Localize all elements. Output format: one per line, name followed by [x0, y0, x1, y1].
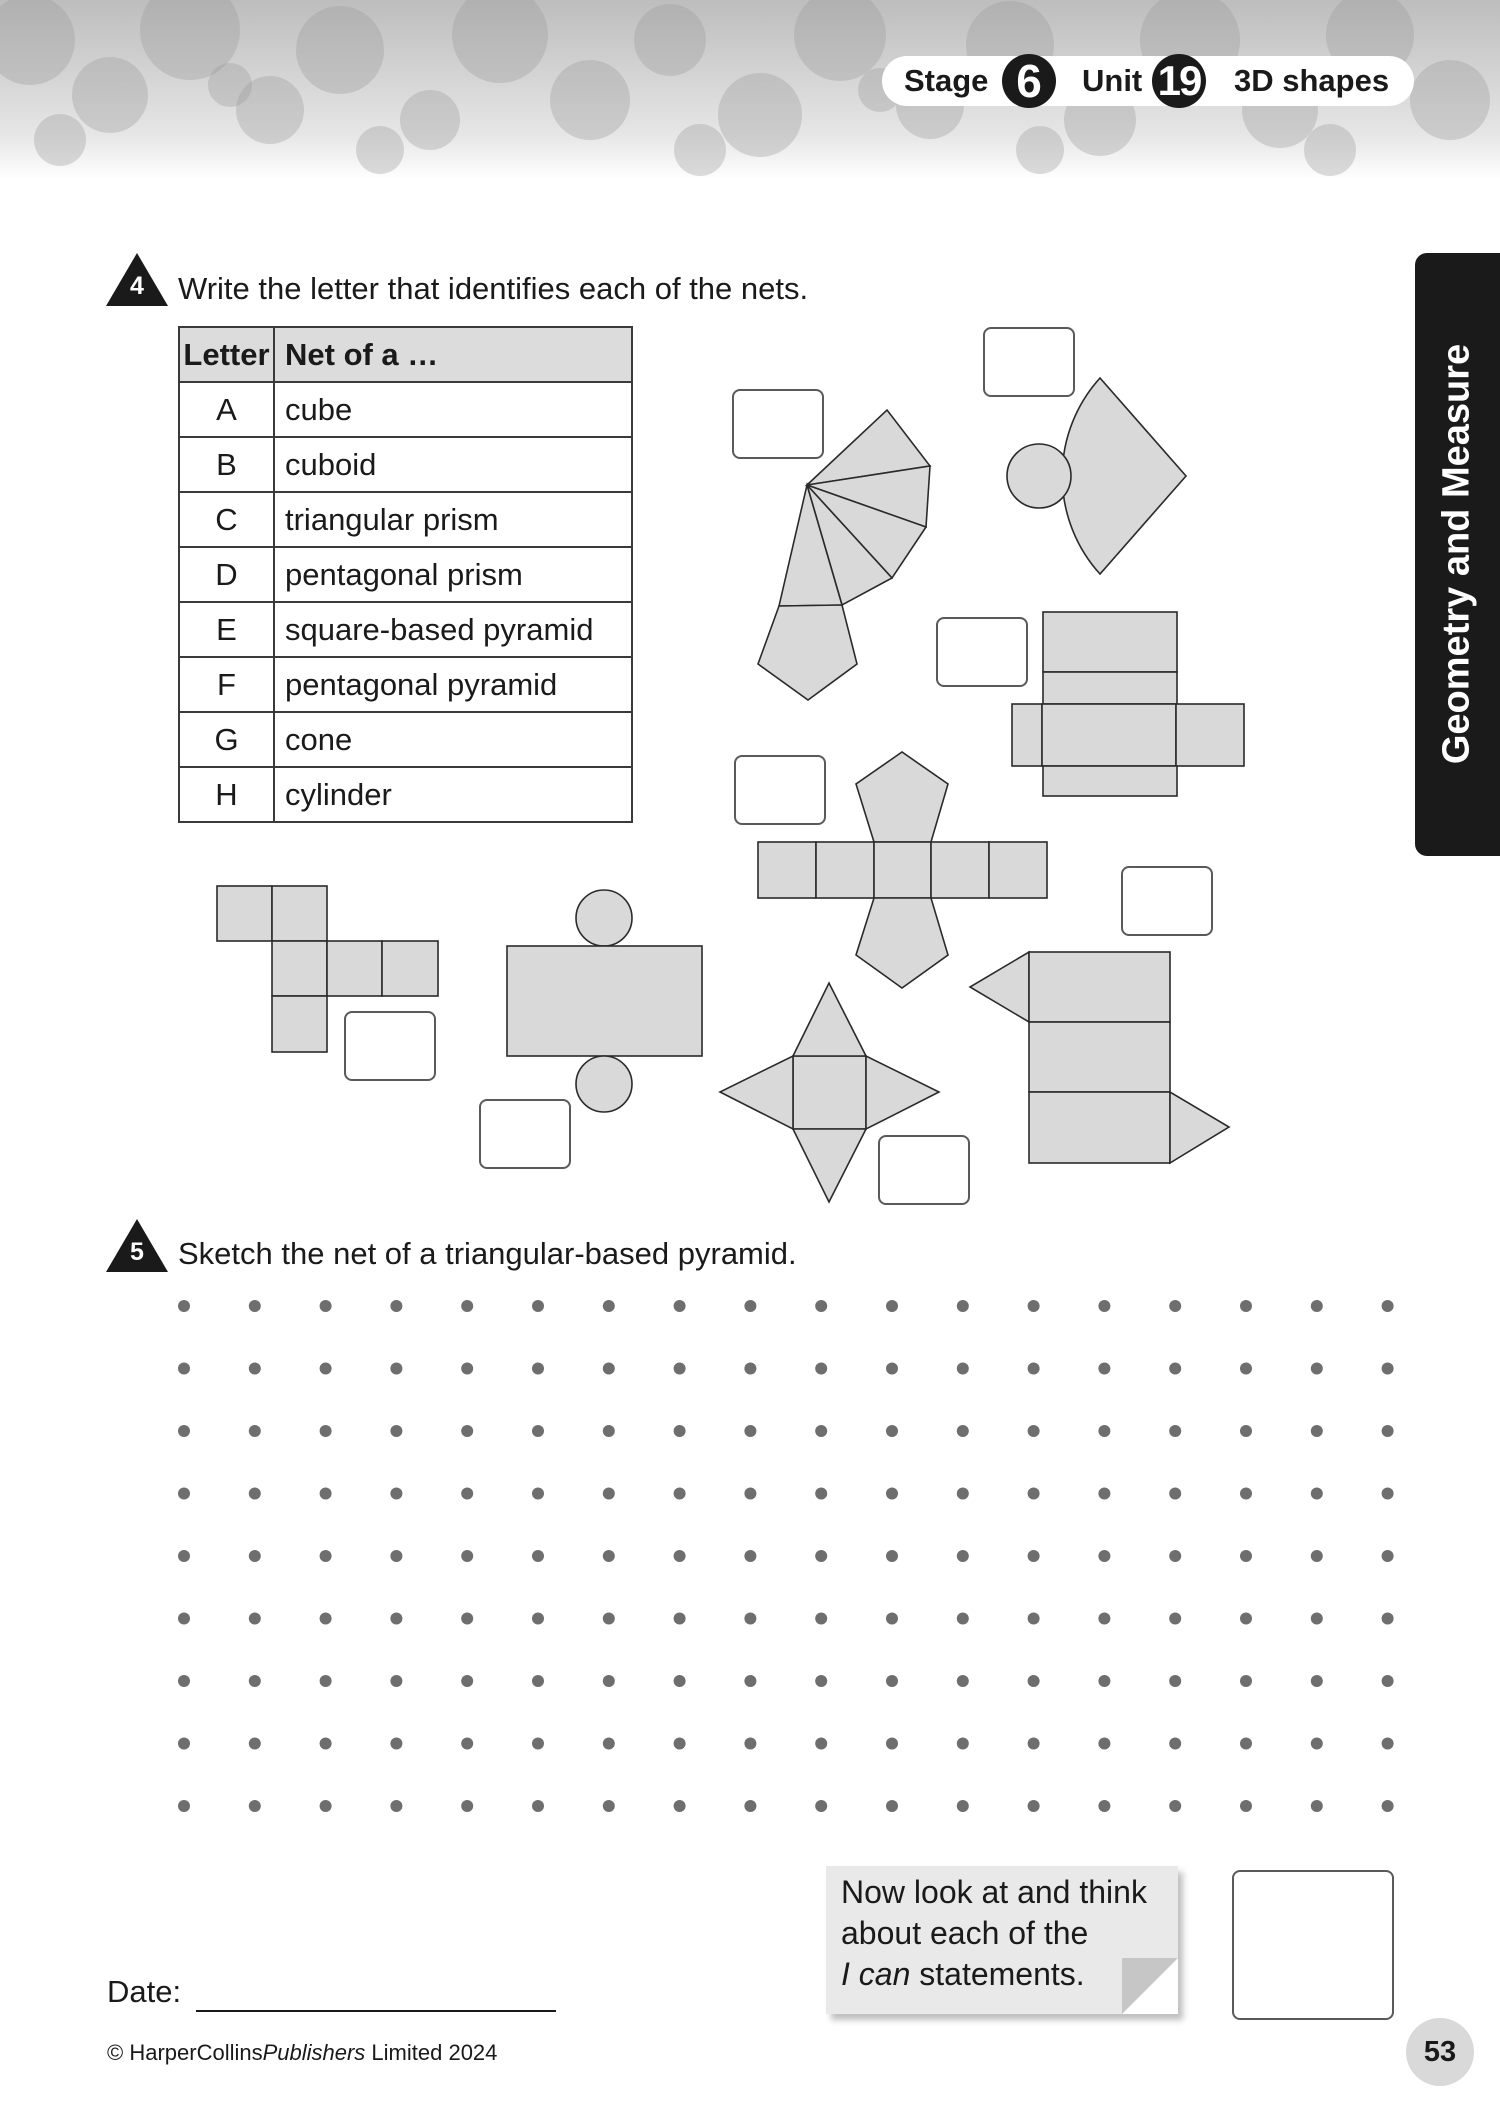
copyright-suffix: Limited 2024: [365, 2040, 498, 2065]
answer-box-triangular-prism[interactable]: [1121, 866, 1213, 936]
grid-dot: [249, 1675, 261, 1687]
grid-dot: [886, 1363, 898, 1375]
grid-dot: [1311, 1613, 1323, 1625]
row-letter: F: [179, 657, 274, 712]
grid-dot: [1028, 1363, 1040, 1375]
grid-dot: [532, 1488, 544, 1500]
grid-dot: [1382, 1300, 1394, 1312]
grid-dot: [1169, 1363, 1181, 1375]
grid-dot: [461, 1425, 473, 1437]
grid-dot: [603, 1613, 615, 1625]
cuboid-net: [1012, 612, 1244, 796]
grid-dot: [1311, 1738, 1323, 1750]
grid-dot: [886, 1800, 898, 1812]
table-header-net: Net of a …: [274, 327, 632, 382]
grid-dot: [1382, 1425, 1394, 1437]
grid-dot: [957, 1363, 969, 1375]
grid-dot: [1240, 1800, 1252, 1812]
grid-dot: [957, 1550, 969, 1562]
grid-dot: [1311, 1550, 1323, 1562]
grid-dot: [957, 1425, 969, 1437]
row-net: cube: [274, 382, 632, 437]
grid-dot: [1169, 1300, 1181, 1312]
row-letter: B: [179, 437, 274, 492]
grid-dot: [532, 1613, 544, 1625]
grid-dot: [674, 1800, 686, 1812]
row-net: cone: [274, 712, 632, 767]
grid-dot: [744, 1488, 756, 1500]
grid-dot: [957, 1613, 969, 1625]
grid-dot: [1169, 1613, 1181, 1625]
row-letter: E: [179, 602, 274, 657]
grid-dot: [1169, 1425, 1181, 1437]
grid-dot: [603, 1800, 615, 1812]
grid-dot: [1098, 1800, 1110, 1812]
note-i-can: I can: [841, 1956, 911, 1992]
grid-dot: [886, 1425, 898, 1437]
grid-dot: [249, 1800, 261, 1812]
grid-dot: [815, 1613, 827, 1625]
grid-dot: [744, 1300, 756, 1312]
side-tab-label: Geometry and Measure: [1435, 343, 1478, 765]
grid-dot: [390, 1675, 402, 1687]
grid-dot: [390, 1363, 402, 1375]
grid-dot: [461, 1363, 473, 1375]
grid-dot: [1311, 1675, 1323, 1687]
grid-dot: [320, 1738, 332, 1750]
grid-dot: [390, 1300, 402, 1312]
grid-dot: [1169, 1675, 1181, 1687]
grid-dot: [1098, 1675, 1110, 1687]
grid-dot: [320, 1300, 332, 1312]
grid-dot: [390, 1613, 402, 1625]
grid-dot: [674, 1488, 686, 1500]
grid-dot: [815, 1675, 827, 1687]
answer-box-pentagonal-pyramid[interactable]: [732, 389, 824, 459]
grid-dot: [1311, 1800, 1323, 1812]
grid-dot: [249, 1300, 261, 1312]
grid-dot: [320, 1675, 332, 1687]
copyright-prefix: © HarperCollins: [107, 2040, 263, 2065]
grid-dot: [1311, 1488, 1323, 1500]
grid-dot: [249, 1363, 261, 1375]
self-assessment-box[interactable]: [1232, 1870, 1394, 2020]
grid-dot: [1240, 1613, 1252, 1625]
grid-dot: [461, 1488, 473, 1500]
cylinder-net: [507, 890, 702, 1112]
grid-dot: [674, 1550, 686, 1562]
grid-dot: [1240, 1363, 1252, 1375]
date-label: Date:: [107, 1974, 182, 2009]
grid-dot: [178, 1488, 190, 1500]
question-4-number: 4: [130, 272, 144, 300]
grid-dot: [957, 1300, 969, 1312]
grid-dot: [249, 1550, 261, 1562]
grid-dot: [1028, 1675, 1040, 1687]
question-5-number: 5: [130, 1238, 144, 1266]
answer-box-cube[interactable]: [344, 1011, 436, 1081]
note-line-3: [841, 1954, 1147, 1995]
grid-dot: [603, 1675, 615, 1687]
grid-dot: [674, 1300, 686, 1312]
grid-dot: [674, 1613, 686, 1625]
answer-box-cuboid[interactable]: [936, 617, 1028, 687]
grid-dot: [178, 1800, 190, 1812]
grid-dot: [603, 1425, 615, 1437]
stage-label: Stage: [904, 63, 989, 98]
grid-dot: [178, 1550, 190, 1562]
grid-dot: [957, 1675, 969, 1687]
grid-dot: [744, 1800, 756, 1812]
grid-dot: [461, 1738, 473, 1750]
grid-dot: [1382, 1488, 1394, 1500]
grid-dot: [674, 1425, 686, 1437]
copyright-italic: Publishers: [262, 2040, 366, 2065]
grid-dot: [744, 1738, 756, 1750]
grid-dot: [1311, 1425, 1323, 1437]
grid-dot: [674, 1675, 686, 1687]
grid-dot: [815, 1363, 827, 1375]
grid-dot: [957, 1738, 969, 1750]
grid-dot: [815, 1550, 827, 1562]
row-letter: A: [179, 382, 274, 437]
grid-dot: [603, 1550, 615, 1562]
grid-dot: [1028, 1800, 1040, 1812]
unit-header-pill: [882, 56, 1414, 106]
grid-dot: [178, 1738, 190, 1750]
unit-number-badge: 19: [1152, 54, 1206, 108]
grid-dot: [886, 1613, 898, 1625]
grid-dot: [390, 1550, 402, 1562]
row-net: triangular prism: [274, 492, 632, 547]
grid-dot: [249, 1488, 261, 1500]
grid-dot: [178, 1613, 190, 1625]
stage-number-badge: 6: [1002, 54, 1056, 108]
copyright: [107, 2040, 497, 2066]
grid-dot: [957, 1488, 969, 1500]
grid-dot: [1098, 1550, 1110, 1562]
grid-dot: [249, 1613, 261, 1625]
grid-dot: [815, 1738, 827, 1750]
grid-dot: [249, 1425, 261, 1437]
grid-dot: [1169, 1550, 1181, 1562]
grid-dot: [320, 1613, 332, 1625]
grid-dot: [532, 1300, 544, 1312]
grid-dot: [1311, 1300, 1323, 1312]
grid-dot: [1028, 1425, 1040, 1437]
grid-dot: [744, 1363, 756, 1375]
page-number: 53: [1406, 2018, 1474, 2086]
grid-dot: [1169, 1800, 1181, 1812]
grid-dot: [1240, 1675, 1252, 1687]
answer-box-cone[interactable]: [983, 327, 1075, 397]
table-header-letter: Letter: [179, 327, 274, 382]
grid-dot: [815, 1425, 827, 1437]
grid-dot: [815, 1800, 827, 1812]
grid-dot: [1028, 1300, 1040, 1312]
side-tab: [1415, 253, 1500, 856]
grid-dot: [461, 1613, 473, 1625]
grid-dot: [1240, 1550, 1252, 1562]
grid-dot: [461, 1675, 473, 1687]
grid-dot: [744, 1425, 756, 1437]
row-letter: D: [179, 547, 274, 602]
dot-grid-sketch-area[interactable]: [160, 1290, 1410, 1830]
grid-dot: [744, 1613, 756, 1625]
grid-dot: [1098, 1613, 1110, 1625]
grid-dot: [532, 1550, 544, 1562]
unit-label: Unit: [1082, 63, 1143, 98]
grid-dot: [1240, 1738, 1252, 1750]
reflection-note: [826, 1866, 1178, 2014]
grid-dot: [390, 1738, 402, 1750]
grid-dot: [1028, 1488, 1040, 1500]
grid-dot: [461, 1300, 473, 1312]
grid-dot: [1382, 1613, 1394, 1625]
grid-dot: [674, 1738, 686, 1750]
grid-dot: [1169, 1738, 1181, 1750]
grid-dot: [1098, 1300, 1110, 1312]
answer-box-pentagonal-prism[interactable]: [734, 755, 826, 825]
grid-dot: [1240, 1300, 1252, 1312]
row-net: cuboid: [274, 437, 632, 492]
grid-dot: [886, 1675, 898, 1687]
grid-dot: [1028, 1550, 1040, 1562]
row-letter: G: [179, 712, 274, 767]
grid-dot: [249, 1738, 261, 1750]
grid-dot: [178, 1425, 190, 1437]
note-statements: statements.: [910, 1956, 1085, 1992]
answer-box-square-based-pyramid[interactable]: [878, 1135, 970, 1205]
grid-dot: [886, 1550, 898, 1562]
grid-dot: [1098, 1738, 1110, 1750]
grid-dot: [1382, 1550, 1394, 1562]
grid-dot: [390, 1800, 402, 1812]
grid-dot: [744, 1550, 756, 1562]
grid-dot: [1098, 1488, 1110, 1500]
grid-dot: [461, 1800, 473, 1812]
grid-dot: [886, 1300, 898, 1312]
answer-box-cylinder[interactable]: [479, 1099, 571, 1169]
grid-dot: [390, 1425, 402, 1437]
grid-dot: [320, 1488, 332, 1500]
grid-dot: [1028, 1738, 1040, 1750]
row-net: square-based pyramid: [274, 602, 632, 657]
nets-diagram: [0, 300, 1300, 1220]
date-input-line[interactable]: [196, 2010, 556, 2012]
question-5-instruction: Sketch the net of a triangular-based pyramid.: [178, 1236, 797, 1271]
row-net: pentagonal prism: [274, 547, 632, 602]
grid-dot: [886, 1488, 898, 1500]
grid-dot: [1382, 1675, 1394, 1687]
grid-dot: [815, 1300, 827, 1312]
question-4-instruction: Write the letter that identifies each of the nets.: [178, 271, 809, 306]
grid-dot: [1382, 1738, 1394, 1750]
grid-dot: [1311, 1363, 1323, 1375]
grid-dot: [320, 1800, 332, 1812]
grid-dot: [744, 1675, 756, 1687]
grid-dot: [886, 1738, 898, 1750]
grid-dot: [461, 1550, 473, 1562]
grid-dot: [1028, 1613, 1040, 1625]
note-line-2: about each of the: [841, 1915, 1089, 1951]
grid-dot: [320, 1425, 332, 1437]
grid-dot: [674, 1363, 686, 1375]
note-line-1: Now look at and think: [841, 1874, 1147, 1910]
grid-dot: [532, 1800, 544, 1812]
row-net: pentagonal pyramid: [274, 657, 632, 712]
page-curl: [1122, 1958, 1178, 2014]
grid-dot: [1169, 1488, 1181, 1500]
grid-dot: [1382, 1800, 1394, 1812]
reflection-note-text: [841, 1872, 1147, 1995]
grid-dot: [532, 1738, 544, 1750]
grid-dot: [603, 1488, 615, 1500]
row-letter: C: [179, 492, 274, 547]
row-net: cylinder: [274, 767, 632, 822]
grid-dot: [603, 1738, 615, 1750]
grid-dot: [178, 1363, 190, 1375]
cone-net: [1007, 378, 1186, 574]
grid-dot: [532, 1425, 544, 1437]
triangular-prism-net: [970, 952, 1229, 1163]
grid-dot: [320, 1550, 332, 1562]
grid-dot: [1240, 1425, 1252, 1437]
grid-dot: [1382, 1363, 1394, 1375]
grid-dot: [603, 1363, 615, 1375]
grid-dot: [532, 1675, 544, 1687]
grid-dot: [1098, 1363, 1110, 1375]
grid-dot: [603, 1300, 615, 1312]
grid-dot: [390, 1488, 402, 1500]
grid-dot: [1240, 1488, 1252, 1500]
grid-dot: [320, 1363, 332, 1375]
grid-dot: [815, 1488, 827, 1500]
grid-dot: [532, 1363, 544, 1375]
row-letter: H: [179, 767, 274, 822]
grid-dot: [178, 1300, 190, 1312]
grid-dot: [178, 1675, 190, 1687]
grid-dot: [1098, 1425, 1110, 1437]
unit-title: 3D shapes: [1234, 63, 1390, 98]
grid-dot: [957, 1800, 969, 1812]
